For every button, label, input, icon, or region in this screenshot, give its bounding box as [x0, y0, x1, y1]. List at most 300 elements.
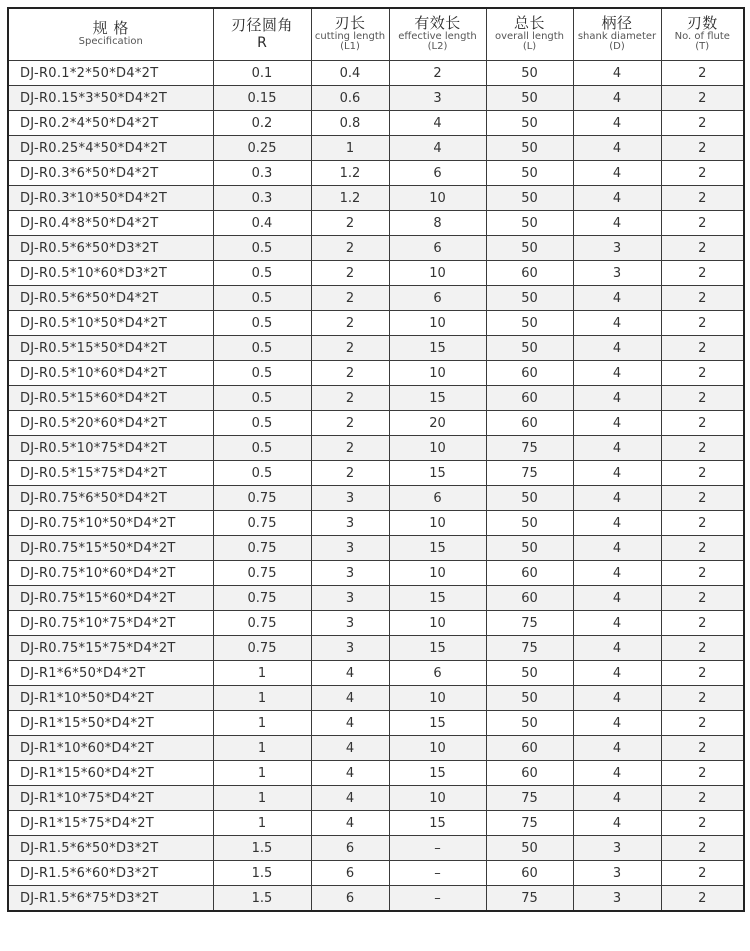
cell-spec: DJ-R0.4*8*50*D4*2T [8, 211, 213, 236]
cell-radius: 0.4 [213, 211, 311, 236]
table-row [8, 661, 744, 686]
spec-table [7, 7, 745, 912]
cell-spec: DJ-R0.5*10*60*D4*2T [8, 361, 213, 386]
cell-effective-length: – [389, 886, 486, 912]
cell-spec: DJ-R0.3*10*50*D4*2T [8, 186, 213, 211]
header-radius-symbol: R [257, 35, 267, 52]
cell-radius: 0.3 [213, 161, 311, 186]
table-row [8, 461, 744, 486]
table-row [8, 811, 744, 836]
cell-cutting-length: 1.2 [311, 186, 389, 211]
cell-spec: DJ-R1*6*50*D4*2T [8, 661, 213, 686]
cell-overall-length: 60 [486, 761, 573, 786]
cell-radius: 0.5 [213, 311, 311, 336]
table-row [8, 711, 744, 736]
table-row [8, 311, 744, 336]
header-shank-diameter-zh: 柄径 [601, 14, 633, 33]
header-cutting-length-en: cutting length [314, 30, 386, 42]
cell-effective-length: 15 [389, 336, 486, 361]
cell-radius: 1 [213, 786, 311, 811]
cell-spec: DJ-R0.75*10*75*D4*2T [8, 611, 213, 636]
cell-shank-diameter: 4 [573, 786, 661, 811]
cell-overall-length: 50 [486, 61, 573, 86]
cell-shank-diameter: 3 [573, 861, 661, 886]
table-row [8, 386, 744, 411]
cell-flute-count: 2 [661, 811, 744, 836]
cell-radius: 0.5 [213, 336, 311, 361]
cell-shank-diameter: 4 [573, 411, 661, 436]
cell-flute-count: 2 [661, 86, 744, 111]
table-row [8, 836, 744, 861]
cell-overall-length: 50 [486, 311, 573, 336]
cell-radius: 0.15 [213, 86, 311, 111]
cell-spec: DJ-R0.2*4*50*D4*2T [8, 111, 213, 136]
cell-cutting-length: 4 [311, 711, 389, 736]
cell-spec: DJ-R1*10*60*D4*2T [8, 736, 213, 761]
cell-cutting-length: 2 [311, 461, 389, 486]
header-shank-diameter-en: shank diameter [577, 30, 657, 42]
header-specification-zh: 规 格 [92, 19, 129, 38]
cell-radius: 1 [213, 811, 311, 836]
cell-effective-length: 10 [389, 561, 486, 586]
cell-overall-length: 50 [486, 286, 573, 311]
cell-flute-count: 2 [661, 786, 744, 811]
cell-overall-length: 60 [486, 561, 573, 586]
cell-radius: 0.75 [213, 561, 311, 586]
cell-overall-length: 50 [486, 486, 573, 511]
cell-shank-diameter: 4 [573, 186, 661, 211]
table-row [8, 111, 744, 136]
header-shank-diameter-unit: (D) [609, 41, 625, 53]
table-body [8, 61, 744, 912]
cell-cutting-length: 2 [311, 286, 389, 311]
table-row [8, 786, 744, 811]
cell-shank-diameter: 4 [573, 461, 661, 486]
cell-overall-length: 50 [486, 136, 573, 161]
cell-flute-count: 2 [661, 386, 744, 411]
cell-shank-diameter: 4 [573, 536, 661, 561]
cell-shank-diameter: 4 [573, 811, 661, 836]
cell-effective-length: 15 [389, 536, 486, 561]
cell-flute-count: 2 [661, 186, 744, 211]
cell-radius: 0.75 [213, 636, 311, 661]
table-header [8, 8, 744, 61]
cell-spec: DJ-R0.75*15*60*D4*2T [8, 586, 213, 611]
cell-cutting-length: 2 [311, 436, 389, 461]
cell-overall-length: 75 [486, 636, 573, 661]
header-overall-length [486, 8, 573, 61]
cell-effective-length: 10 [389, 261, 486, 286]
cell-flute-count: 2 [661, 886, 744, 912]
cell-effective-length: 10 [389, 786, 486, 811]
cell-spec: DJ-R1*10*75*D4*2T [8, 786, 213, 811]
table-row [8, 536, 744, 561]
table-row [8, 436, 744, 461]
table-row [8, 511, 744, 536]
cell-cutting-length: 2 [311, 236, 389, 261]
cell-shank-diameter: 4 [573, 361, 661, 386]
cell-effective-length: – [389, 836, 486, 861]
cell-effective-length: 10 [389, 686, 486, 711]
cell-overall-length: 50 [486, 186, 573, 211]
cell-cutting-length: 2 [311, 411, 389, 436]
cell-cutting-length: 4 [311, 761, 389, 786]
cell-radius: 0.5 [213, 461, 311, 486]
cell-spec: DJ-R1.5*6*60*D3*2T [8, 861, 213, 886]
header-flute-count [661, 8, 744, 61]
cell-spec: DJ-R0.75*15*75*D4*2T [8, 636, 213, 661]
cell-shank-diameter: 3 [573, 236, 661, 261]
cell-radius: 1.5 [213, 886, 311, 912]
cell-shank-diameter: 3 [573, 886, 661, 912]
cell-overall-length: 50 [486, 711, 573, 736]
cell-radius: 1.5 [213, 861, 311, 886]
cell-cutting-length: 3 [311, 611, 389, 636]
cell-effective-length: 4 [389, 111, 486, 136]
table-row [8, 411, 744, 436]
cell-radius: 0.75 [213, 511, 311, 536]
cell-effective-length: – [389, 861, 486, 886]
header-row [8, 8, 744, 61]
cell-flute-count: 2 [661, 686, 744, 711]
cell-flute-count: 2 [661, 286, 744, 311]
cell-spec: DJ-R1*15*50*D4*2T [8, 711, 213, 736]
table-row [8, 561, 744, 586]
table-row [8, 136, 744, 161]
cell-radius: 0.1 [213, 61, 311, 86]
cell-radius: 0.25 [213, 136, 311, 161]
cell-spec: DJ-R0.5*10*50*D4*2T [8, 311, 213, 336]
cell-effective-length: 2 [389, 61, 486, 86]
cell-shank-diameter: 4 [573, 711, 661, 736]
cell-radius: 0.5 [213, 236, 311, 261]
cell-radius: 1 [213, 761, 311, 786]
cell-overall-length: 50 [486, 661, 573, 686]
cell-radius: 0.5 [213, 286, 311, 311]
cell-flute-count: 2 [661, 336, 744, 361]
cell-shank-diameter: 4 [573, 761, 661, 786]
cell-overall-length: 50 [486, 511, 573, 536]
cell-flute-count: 2 [661, 436, 744, 461]
cell-effective-length: 6 [389, 486, 486, 511]
cell-cutting-length: 0.6 [311, 86, 389, 111]
cell-radius: 1.5 [213, 836, 311, 861]
cell-spec: DJ-R0.5*15*75*D4*2T [8, 461, 213, 486]
cell-spec: DJ-R0.5*10*75*D4*2T [8, 436, 213, 461]
cell-effective-length: 6 [389, 286, 486, 311]
cell-overall-length: 60 [486, 586, 573, 611]
cell-spec: DJ-R0.75*15*50*D4*2T [8, 536, 213, 561]
cell-flute-count: 2 [661, 236, 744, 261]
cell-shank-diameter: 4 [573, 511, 661, 536]
cell-flute-count: 2 [661, 486, 744, 511]
header-effective-length-unit: (L2) [427, 41, 448, 53]
cell-effective-length: 15 [389, 386, 486, 411]
cell-radius: 0.75 [213, 586, 311, 611]
cell-shank-diameter: 4 [573, 61, 661, 86]
cell-flute-count: 2 [661, 636, 744, 661]
cell-shank-diameter: 4 [573, 336, 661, 361]
header-radius [213, 8, 311, 61]
cell-shank-diameter: 4 [573, 486, 661, 511]
cell-spec: DJ-R0.75*6*50*D4*2T [8, 486, 213, 511]
cell-radius: 0.2 [213, 111, 311, 136]
cell-effective-length: 10 [389, 311, 486, 336]
cell-shank-diameter: 4 [573, 111, 661, 136]
cell-overall-length: 50 [486, 336, 573, 361]
cell-overall-length: 50 [486, 211, 573, 236]
header-overall-length-unit: (L) [522, 41, 537, 53]
cell-effective-length: 10 [389, 186, 486, 211]
cell-effective-length: 15 [389, 636, 486, 661]
cell-spec: DJ-R0.3*6*50*D4*2T [8, 161, 213, 186]
table-row [8, 361, 744, 386]
header-effective-length-en: effective length [398, 30, 477, 42]
cell-flute-count: 2 [661, 311, 744, 336]
cell-spec: DJ-R0.75*10*50*D4*2T [8, 511, 213, 536]
cell-spec: DJ-R1.5*6*50*D3*2T [8, 836, 213, 861]
cell-flute-count: 2 [661, 711, 744, 736]
cell-effective-length: 10 [389, 736, 486, 761]
cell-shank-diameter: 4 [573, 136, 661, 161]
cell-overall-length: 75 [486, 811, 573, 836]
table-row [8, 161, 744, 186]
cell-overall-length: 60 [486, 386, 573, 411]
cell-cutting-length: 6 [311, 836, 389, 861]
cell-cutting-length: 0.4 [311, 61, 389, 86]
cell-shank-diameter: 4 [573, 561, 661, 586]
cell-spec: DJ-R0.5*15*60*D4*2T [8, 386, 213, 411]
table-row [8, 236, 744, 261]
header-effective-length-zh: 有效长 [414, 14, 461, 33]
cell-cutting-length: 2 [311, 361, 389, 386]
cell-cutting-length: 2 [311, 336, 389, 361]
cell-cutting-length: 0.8 [311, 111, 389, 136]
table-row [8, 336, 744, 361]
table-row [8, 736, 744, 761]
cell-cutting-length: 1.2 [311, 161, 389, 186]
cell-overall-length: 60 [486, 261, 573, 286]
cell-spec: DJ-R0.5*6*50*D3*2T [8, 236, 213, 261]
cell-effective-length: 15 [389, 586, 486, 611]
cell-effective-length: 10 [389, 611, 486, 636]
cell-radius: 0.75 [213, 611, 311, 636]
cell-effective-length: 20 [389, 411, 486, 436]
cell-effective-length: 15 [389, 711, 486, 736]
table-row [8, 761, 744, 786]
cell-radius: 0.5 [213, 386, 311, 411]
cell-radius: 0.75 [213, 536, 311, 561]
cell-effective-length: 10 [389, 436, 486, 461]
cell-radius: 1 [213, 686, 311, 711]
cell-shank-diameter: 4 [573, 736, 661, 761]
header-cutting-length [311, 8, 389, 61]
cell-shank-diameter: 3 [573, 261, 661, 286]
cell-spec: DJ-R0.5*15*50*D4*2T [8, 336, 213, 361]
header-overall-length-zh: 总长 [513, 14, 545, 33]
header-overall-length-en: overall length [494, 30, 565, 42]
cell-flute-count: 2 [661, 136, 744, 161]
cell-radius: 0.5 [213, 411, 311, 436]
cell-spec: DJ-R0.1*2*50*D4*2T [8, 61, 213, 86]
cell-cutting-length: 6 [311, 886, 389, 912]
cell-spec: DJ-R0.5*10*60*D3*2T [8, 261, 213, 286]
cell-shank-diameter: 4 [573, 686, 661, 711]
cell-radius: 0.3 [213, 186, 311, 211]
table-row [8, 886, 744, 912]
cell-cutting-length: 3 [311, 536, 389, 561]
header-shank-diameter [573, 8, 661, 61]
cell-radius: 1 [213, 736, 311, 761]
cell-overall-length: 50 [486, 236, 573, 261]
table-row [8, 861, 744, 886]
cell-overall-length: 50 [486, 686, 573, 711]
table-row [8, 186, 744, 211]
cell-effective-length: 15 [389, 761, 486, 786]
header-flute-count-zh: 刃数 [686, 14, 718, 33]
cell-spec: DJ-R1*15*60*D4*2T [8, 761, 213, 786]
table-row [8, 586, 744, 611]
cell-flute-count: 2 [661, 461, 744, 486]
cell-spec: DJ-R1*15*75*D4*2T [8, 811, 213, 836]
cell-flute-count: 2 [661, 511, 744, 536]
cell-shank-diameter: 4 [573, 286, 661, 311]
cell-cutting-length: 3 [311, 586, 389, 611]
cell-shank-diameter: 4 [573, 161, 661, 186]
cell-cutting-length: 4 [311, 736, 389, 761]
cell-overall-length: 50 [486, 536, 573, 561]
cell-overall-length: 60 [486, 411, 573, 436]
cell-effective-length: 10 [389, 361, 486, 386]
cell-effective-length: 6 [389, 661, 486, 686]
cell-cutting-length: 2 [311, 261, 389, 286]
cell-radius: 0.5 [213, 261, 311, 286]
cell-cutting-length: 3 [311, 511, 389, 536]
cell-flute-count: 2 [661, 161, 744, 186]
table-row [8, 86, 744, 111]
cell-spec: DJ-R0.5*6*50*D4*2T [8, 286, 213, 311]
header-radius-zh: 刃径圆角 [230, 16, 293, 35]
cell-spec: DJ-R0.25*4*50*D4*2T [8, 136, 213, 161]
cell-overall-length: 75 [486, 786, 573, 811]
cell-effective-length: 4 [389, 136, 486, 161]
cell-radius: 1 [213, 661, 311, 686]
cell-shank-diameter: 4 [573, 211, 661, 236]
cell-flute-count: 2 [661, 611, 744, 636]
table-row [8, 611, 744, 636]
cell-flute-count: 2 [661, 661, 744, 686]
cell-flute-count: 2 [661, 586, 744, 611]
cell-effective-length: 10 [389, 511, 486, 536]
header-flute-count-en: No. of flute [674, 30, 730, 42]
cell-overall-length: 75 [486, 461, 573, 486]
cell-flute-count: 2 [661, 561, 744, 586]
cell-spec: DJ-R1*10*50*D4*2T [8, 686, 213, 711]
cell-overall-length: 50 [486, 836, 573, 861]
header-specification-en: Specification [78, 36, 143, 48]
header-flute-count-unit: (T) [695, 41, 710, 53]
cell-radius: 0.5 [213, 361, 311, 386]
cell-flute-count: 2 [661, 111, 744, 136]
cell-flute-count: 2 [661, 861, 744, 886]
cell-effective-length: 6 [389, 161, 486, 186]
cell-cutting-length: 2 [311, 311, 389, 336]
table-row [8, 686, 744, 711]
cell-shank-diameter: 3 [573, 836, 661, 861]
header-effective-length [389, 8, 486, 61]
header-specification [8, 8, 213, 61]
cell-shank-diameter: 4 [573, 386, 661, 411]
cell-shank-diameter: 4 [573, 611, 661, 636]
cell-cutting-length: 4 [311, 661, 389, 686]
header-cutting-length-unit: (L1) [340, 41, 360, 53]
cell-overall-length: 60 [486, 361, 573, 386]
cell-effective-length: 6 [389, 236, 486, 261]
cell-flute-count: 2 [661, 261, 744, 286]
cell-overall-length: 75 [486, 611, 573, 636]
cell-shank-diameter: 4 [573, 636, 661, 661]
cell-flute-count: 2 [661, 411, 744, 436]
cell-flute-count: 2 [661, 536, 744, 561]
cell-overall-length: 50 [486, 161, 573, 186]
cell-overall-length: 50 [486, 86, 573, 111]
cell-effective-length: 15 [389, 461, 486, 486]
cell-cutting-length: 4 [311, 686, 389, 711]
cell-flute-count: 2 [661, 61, 744, 86]
table-row [8, 286, 744, 311]
cell-cutting-length: 2 [311, 386, 389, 411]
cell-flute-count: 2 [661, 761, 744, 786]
cell-radius: 0.5 [213, 436, 311, 461]
cell-overall-length: 75 [486, 436, 573, 461]
cell-spec: DJ-R0.5*20*60*D4*2T [8, 411, 213, 436]
header-cutting-length-zh: 刃长 [334, 14, 366, 33]
cell-shank-diameter: 4 [573, 311, 661, 336]
cell-cutting-length: 2 [311, 211, 389, 236]
table-row [8, 211, 744, 236]
cell-cutting-length: 1 [311, 136, 389, 161]
cell-flute-count: 2 [661, 736, 744, 761]
cell-spec: DJ-R0.75*10*60*D4*2T [8, 561, 213, 586]
cell-cutting-length: 4 [311, 786, 389, 811]
cell-effective-length: 8 [389, 211, 486, 236]
cell-flute-count: 2 [661, 836, 744, 861]
cell-cutting-length: 3 [311, 561, 389, 586]
table-row [8, 61, 744, 86]
cell-cutting-length: 3 [311, 486, 389, 511]
table-row [8, 486, 744, 511]
cell-overall-length: 60 [486, 736, 573, 761]
cell-spec: DJ-R1.5*6*75*D3*2T [8, 886, 213, 912]
cell-shank-diameter: 4 [573, 86, 661, 111]
cell-flute-count: 2 [661, 361, 744, 386]
cell-spec: DJ-R0.15*3*50*D4*2T [8, 86, 213, 111]
cell-effective-length: 15 [389, 811, 486, 836]
cell-radius: 0.75 [213, 486, 311, 511]
cell-radius: 1 [213, 711, 311, 736]
table-row [8, 261, 744, 286]
cell-overall-length: 75 [486, 886, 573, 912]
cell-shank-diameter: 4 [573, 436, 661, 461]
cell-shank-diameter: 4 [573, 586, 661, 611]
cell-cutting-length: 6 [311, 861, 389, 886]
cell-effective-length: 3 [389, 86, 486, 111]
cell-overall-length: 60 [486, 861, 573, 886]
cell-cutting-length: 3 [311, 636, 389, 661]
cell-overall-length: 50 [486, 111, 573, 136]
cell-shank-diameter: 4 [573, 661, 661, 686]
table-row [8, 636, 744, 661]
